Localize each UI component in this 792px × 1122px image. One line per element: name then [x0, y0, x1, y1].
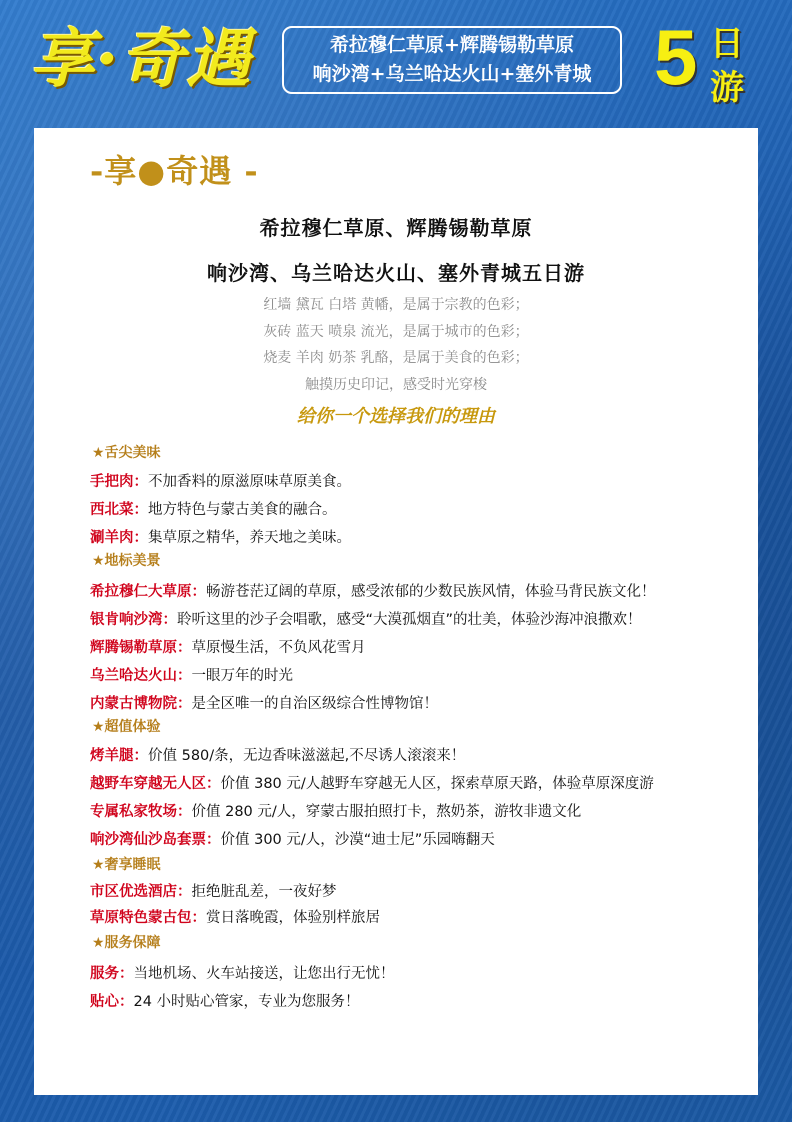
item-key: 贴心：: [90, 994, 134, 1010]
item-value: 价值 300 元/人，沙漠“迪士尼”乐园嗨翻天: [220, 832, 495, 848]
header-banner: [0, 0, 792, 120]
route-box: [282, 26, 622, 94]
item-value: 价值 580/条，无边香味滋滋起,不尽诱人滚滚来！: [148, 748, 466, 764]
item-key: 涮羊肉：: [90, 530, 148, 546]
route-line-2: 响沙湾+乌兰哈达火山+塞外青城: [312, 63, 592, 85]
route-line-1: 希拉穆仁草原+辉腾锡勒草原: [330, 34, 574, 56]
list-item: [90, 692, 438, 713]
item-key: 乌兰哈达火山：: [90, 668, 192, 684]
list-item: [90, 526, 351, 547]
tour-title-line-1: 希拉穆仁草原、辉腾锡勒草原: [259, 216, 533, 240]
item-value: 赏日落晚霞，体验别样旅居: [206, 910, 380, 926]
poem-line: 红墙 黛瓦 白塔 黄幡，是属于宗教的色彩；: [263, 297, 529, 313]
item-key: 响沙湾仙沙岛套票：: [90, 832, 221, 848]
brand-logo: 享·奇遇: [30, 22, 253, 97]
item-key: 内蒙古博物院：: [90, 696, 192, 712]
item-value: 拒绝脏乱差，一夜好梦: [191, 884, 337, 900]
item-value: 是全区唯一的自治区级综合性博物馆！: [191, 696, 438, 712]
days-number: 5: [654, 13, 698, 101]
list-item: [90, 906, 380, 927]
item-value: 当地机场、火车站接送，让您出行无忧！: [133, 966, 395, 982]
list-item: [90, 990, 360, 1011]
item-key: 市区优选酒店：: [90, 884, 192, 900]
reason-heading: 给你一个选择我们的理由: [297, 406, 495, 427]
list-item: [90, 664, 293, 685]
tour-title-line-2: 响沙湾、乌兰哈达火山、塞外青城五日游: [207, 261, 585, 285]
days-char-ri: 日: [710, 24, 744, 64]
list-item: [90, 962, 395, 983]
item-value: 价值 280 元/人，穿蒙古服拍照打卡，熬奶茶，游牧非遗文化: [191, 804, 582, 820]
list-item: [90, 470, 351, 491]
item-value: 集草原之精华，养天地之美味。: [148, 530, 351, 546]
item-value: 地方特色与蒙古美食的融合。: [148, 502, 337, 518]
section-heading-sleep: ★奢享睡眠: [92, 857, 161, 873]
list-item: [90, 608, 642, 629]
poem-line: 烧麦 羊肉 奶茶 乳酪，是属于美食的色彩；: [263, 350, 529, 366]
list-item: [90, 800, 581, 821]
section-heading-service: ★服务保障: [92, 935, 161, 951]
item-value: 不加香料的原滋原味草原美食。: [148, 474, 351, 490]
days-char-you: 游: [710, 68, 744, 108]
item-key: 银肯响沙湾：: [90, 612, 177, 628]
days-badge: [654, 8, 764, 108]
item-key: 越野车穿越无人区：: [90, 776, 221, 792]
item-value: 草原慢生活，不负风花雪月: [191, 640, 366, 656]
item-key: 草原特色蒙古包：: [90, 910, 206, 926]
poem-line: 触摸历史印记，感受时光穿梭: [305, 377, 487, 393]
list-item: [90, 580, 656, 601]
item-key: 希拉穆仁大草原：: [90, 584, 206, 600]
item-value: 畅游苍茫辽阔的草原，感受浓郁的少数民族风情，体验马背民族文化！: [206, 584, 656, 600]
poem-line: 灰砖 蓝天 喷泉 流光，是属于城市的色彩；: [263, 324, 529, 340]
section-heading-food: ★舌尖美味: [92, 445, 161, 461]
item-value: 24 小时贴心管家，专业为您服务！: [133, 994, 360, 1010]
list-item: [90, 744, 465, 765]
section-heading-experience: ★超值体验: [92, 719, 161, 735]
item-key: 专属私家牧场：: [90, 804, 192, 820]
list-item: [90, 880, 337, 901]
item-key: 西北菜：: [90, 502, 148, 518]
item-key: 辉腾锡勒草原：: [90, 640, 192, 656]
item-key: 服务：: [90, 966, 134, 982]
sub-logo: -享●奇遇 -: [90, 152, 259, 190]
item-value: 一眼万年的时光: [191, 668, 293, 684]
list-item: [90, 772, 654, 793]
item-key: 手把肉：: [90, 474, 148, 490]
item-value: 聆听这里的沙子会唱歌，感受“大漠孤烟直”的壮美，体验沙海冲浪撒欢！: [177, 612, 642, 628]
content-panel: [34, 128, 758, 1095]
list-item: [90, 828, 495, 849]
list-item: [90, 498, 337, 519]
list-item: [90, 636, 366, 657]
section-heading-scenery: ★地标美景: [92, 553, 161, 569]
item-key: 烤羊腿：: [90, 748, 148, 764]
item-value: 价值 380 元/人越野车穿越无人区，探索草原天路，体验草原深度游: [220, 776, 654, 792]
